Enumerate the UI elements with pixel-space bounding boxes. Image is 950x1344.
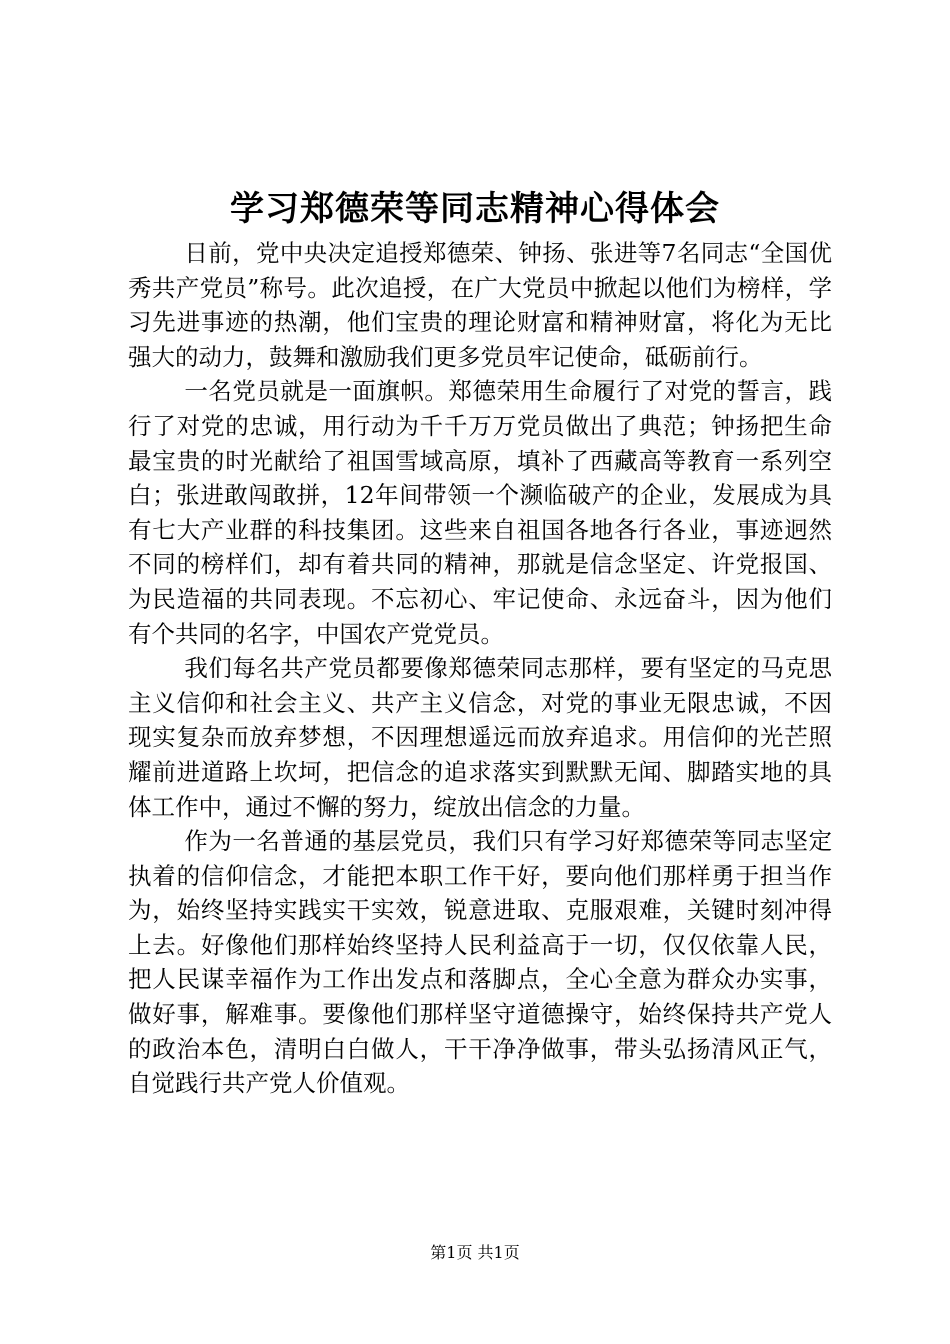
document-body <box>128 236 832 1101</box>
paragraph-3: 我们每名共产党员都要像郑德荣同志那样，要有坚定的马克思主义信仰和社会主义、共产主义信念，对党的事业无限忠诚，不因现实复杂而放弃梦想，不因理想遥远而放弃追求。用信仰的光芒照耀前进道路上坎坷，把信念的追求落实到默默无闻、脚踏实地的具体工作中，通过不懈的努力，绽放出信念的力量。 <box>128 654 832 821</box>
paragraph-2: 一名党员就是一面旗帜。郑德荣用生命履行了对党的誓言，践行了对党的忠诚，用行动为千千万万党员做出了典范；钟扬把生命最宝贵的时光献给了祖国雪域高原，填补了西藏高等教育一系列空白；张进敢闯敢拼，12年间带领一个濒临破产的企业，发展成为具有七大产业群的科技集团。这些来自祖国各地各行各业，事迹迥然不同的榜样们，却有着共同的精神，那就是信念坚定、许党报国、为民造福的共同表现。不忘初心、牢记使命、永远奋斗，因为他们有个共同的名字，中国农产党党员。 <box>128 377 832 648</box>
document-title: 学习郑德荣等同志精神心得体会 <box>230 189 720 229</box>
page-footer: 第1页 共1页 <box>430 1243 520 1262</box>
paragraph-4: 作为一名普通的基层党员，我们只有学习好郑德荣等同志坚定执着的信仰信念，才能把本职工作干好，要向他们那样勇于担当作为，始终坚持实践实干实效，锐意进取、克服艰难，关键时刻冲得上去。好像他们那样始终坚持人民利益高于一切，仅仅依靠人民，把人民谋幸福作为工作出发点和落脚点，全心全意为群众办实事，做好事，解难事。要像他们那样坚守道德操守，始终保持共产党人的政治本色，清明白白做人，干干净净做事，带头弘扬清风正气，自觉践行共产党人价值观。 <box>128 827 832 1098</box>
paragraph-1: 日前，党中央决定追授郑德荣、钟扬、张进等7名同志“全国优秀共产党员”称号。此次追授，在广大党员中掀起以他们为榜样，学习先进事迹的热潮，他们宝贵的理论财富和精神财富，将化为无比强大的动力，鼓舞和激励我们更多党员牢记使命，砥砺前行。 <box>128 239 832 371</box>
